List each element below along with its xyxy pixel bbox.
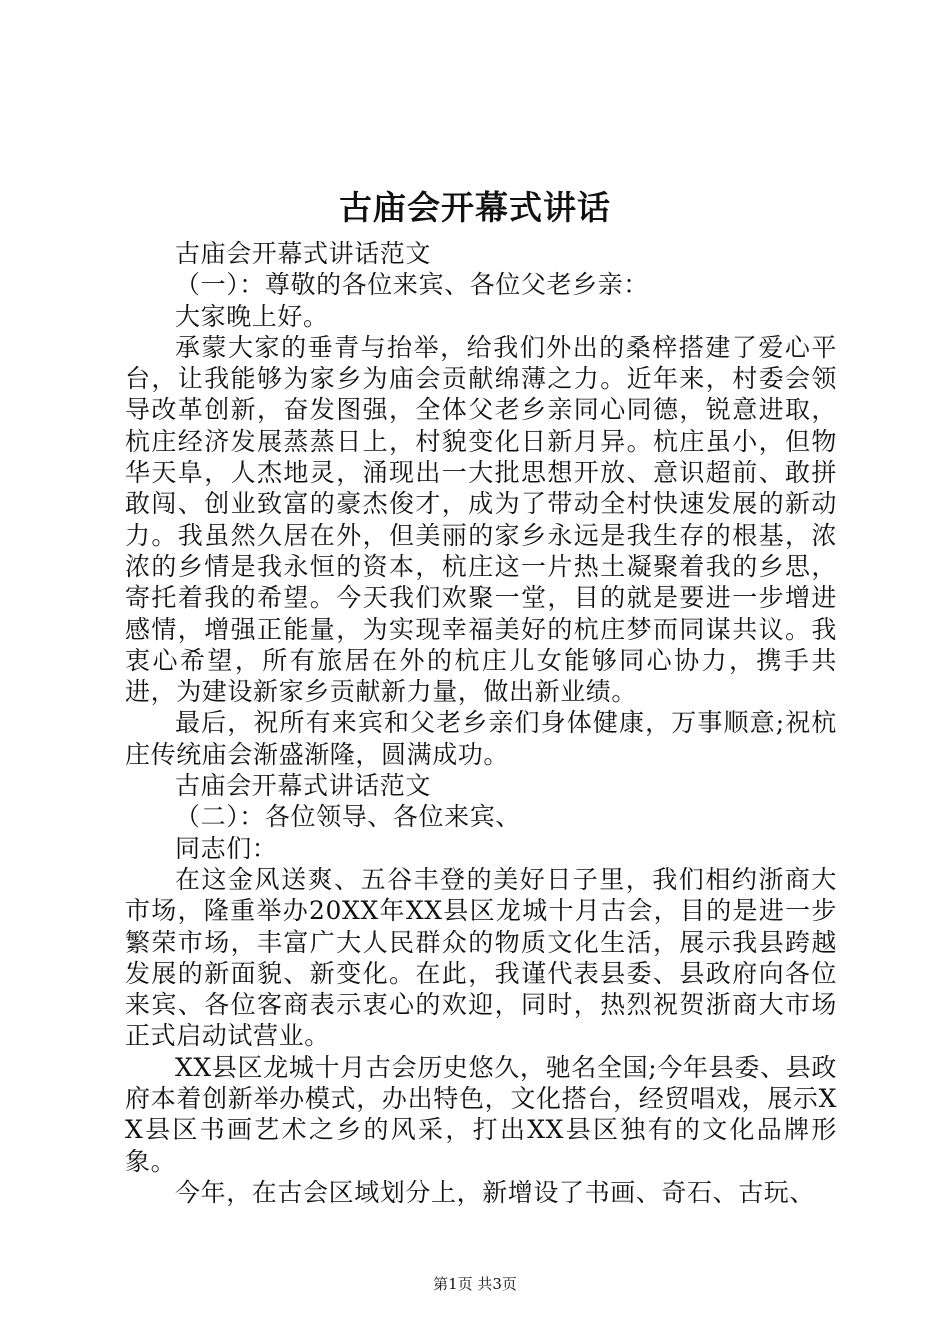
document-title: 古庙会开幕式讲话	[339, 188, 611, 227]
salutation-1: （一）：尊敬的各位来宾、各位父老乡亲：	[175, 270, 649, 300]
greeting: 大家晚上好。	[175, 301, 329, 331]
body-paragraph: 最后，祝所有来宾和父老乡亲们身体健康，万事顺意;祝杭庄传统庙会渐盛渐隆，圆满成功。	[125, 708, 837, 769]
page-footer: 第1页 共3页	[433, 1275, 517, 1293]
section-heading-1: 古庙会开幕式讲话范文	[175, 239, 432, 268]
section-heading-2: 古庙会开幕式讲话范文	[175, 771, 432, 801]
salutation-comrades: 同志们：	[175, 833, 278, 863]
body-paragraph: 在这金风送爽、五谷丰登的美好日子里，我们相约浙商大市场，隆重举办20XX年XX县区龙城十月古会，目的是进一步繁荣市场，丰富广大人民群众的物质文化生活，展示我县跨越发展的新面貌、新变化。在此，我谨代表县委、县政府向各位来宾、各位客商表示衷心的欢迎，同时，热烈祝贺浙商大市场正式启动试营业。	[125, 864, 837, 1051]
body-paragraph: 今年，在古会区域划分上，新增设了书画、奇石、古玩、	[175, 1177, 816, 1207]
document-body	[125, 238, 837, 1208]
body-paragraph: 承蒙大家的垂青与抬举，给我们外出的桑梓搭建了爱心平台，让我能够为家乡为庙会贡献绵薄之力。近年来，村委会领导改革创新，奋发图强，全体父老乡亲同心同德，锐意进取，杭庄经济发展蒸蒸日上，村貌变化日新月异。杭庄虽小，但物华天阜，人杰地灵，涌现出一大批思想开放、意识超前、敢拼敢闯、创业致富的豪杰俊才，成为了带动全村快速发展的新动力。我虽然久居在外，但美丽的家乡永远是我生存的根基，浓浓的乡情是我永恒的资本，杭庄这一片热土凝聚着我的乡思，寄托着我的希望。今天我们欢聚一堂，目的就是要进一步增进感情，增强正能量，为实现幸福美好的杭庄梦而同谋共议。我衷心希望，所有旅居在外的杭庄儿女能够同心协力，携手共进，为建设新家乡贡献新力量，做出新业绩。	[125, 332, 837, 707]
salutation-2: （二）：各位领导、各位来宾、	[175, 802, 521, 832]
body-paragraph: XX县区龙城十月古会历史悠久，驰名全国;今年县委、县政府本着创新举办模式，办出特色，文化搭台，经贸唱戏，展示XX县区书画艺术之乡的风采，打出XX县区独有的文化品牌形象。	[125, 1052, 837, 1176]
